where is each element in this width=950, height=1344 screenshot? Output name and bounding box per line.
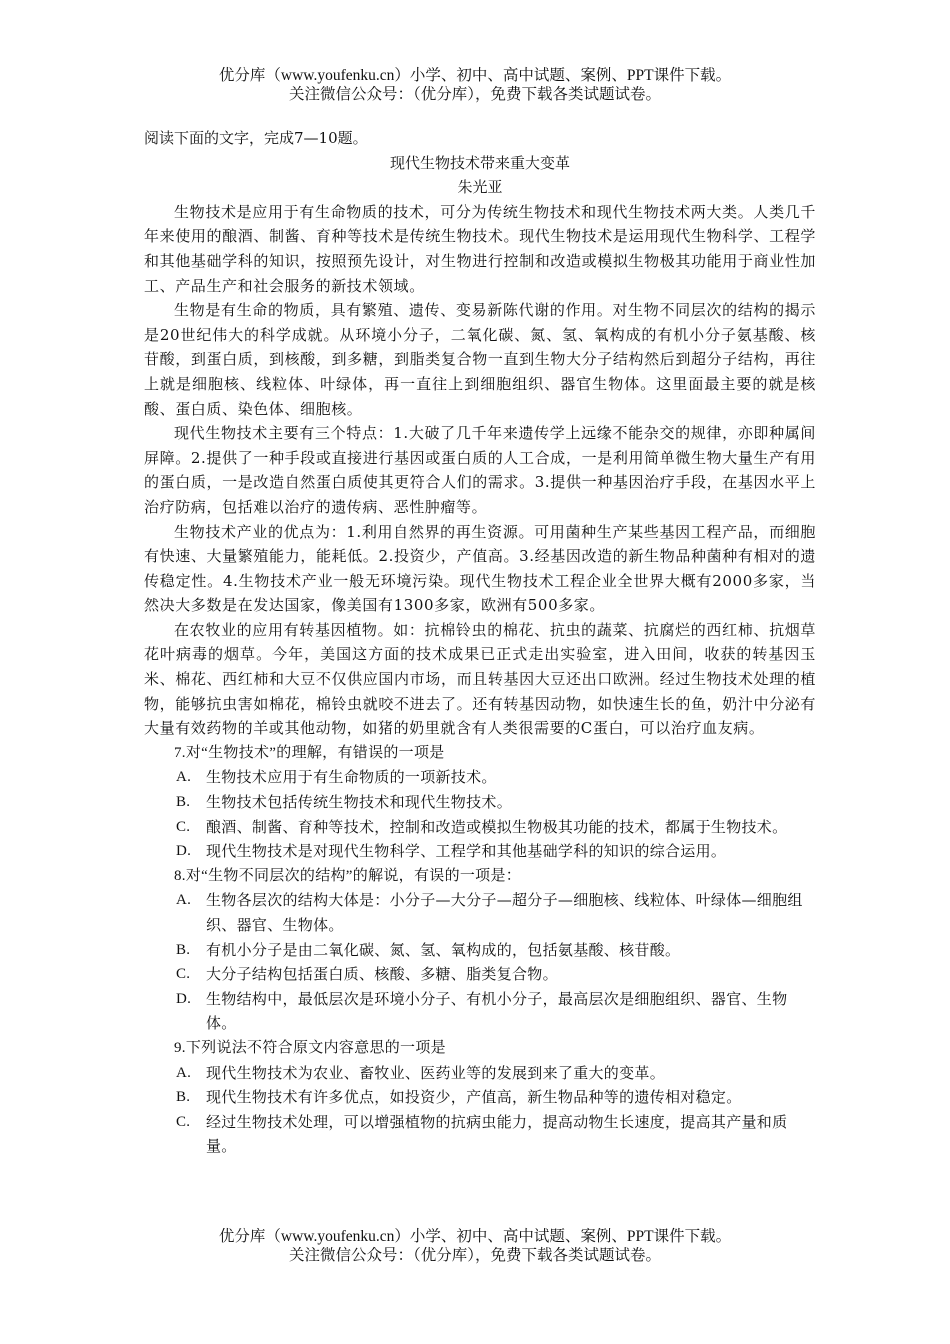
option-letter: D. (176, 843, 192, 860)
option-text: 生物各层次的结构大体是：小分子—大分子—超分子—细胞核、线粒体、叶绿体—细胞组织、器官、生物体。 (206, 891, 803, 934)
option-letter: B. (176, 794, 191, 811)
question-stem: 9.下列说法不符合原文内容意思的一项是 (174, 1039, 446, 1056)
question-stem: 8.对“生物不同层次的结构”的解说，有误的一项是： (174, 867, 522, 884)
article-paragraph-4: 生物技术产业的优点为：1.利用自然界的再生资源。可用菌种生产某些基因工程产品，而细胞有快速、大量繁殖能力，能耗低。2.投资少，产值高。3.经基因改造的新生物品种菌种有相对的遗传稳定性。4.生物技术产业一般无环境污染。现代生物技术工程企业全世界大概有2000多家，当然决大多数是在发达国家，像美国有1300多家，欧洲有500多家。 (144, 522, 816, 615)
document-body (144, 126, 816, 1159)
option-letter: C. (176, 818, 191, 835)
option-letter: C. (176, 966, 191, 983)
option-c (144, 815, 816, 840)
option-letter: C. (176, 1113, 191, 1130)
option-c (144, 1110, 816, 1159)
article-paragraph-2: 生物是有生命的物质，具有繁殖、遗传、变易新陈代谢的作用。对生物不同层次的结构的揭示是20世纪伟大的科学成就。从环境小分子，二氧化碳、氮、氢、氧构成的有机小分子氨基酸、核苷酸，到蛋白质，到核酸，到多糖，到脂类复合物一直到生物大分子结构然后到超分子结构，再往上就是细胞核、线粒体、叶绿体，再一直往上到细胞组织、器官生物体。这里面最主要的就是核酸、蛋白质、染色体、细胞核。 (144, 301, 816, 418)
footer-line-2: 关注微信公众号：（优分库），免费下载各类试题试卷。 (288, 1247, 661, 1264)
option-text: 大分子结构包括蛋白质、核酸、多糖、脂类复合物。 (206, 965, 558, 984)
option-b (144, 938, 816, 963)
option-a (144, 1061, 816, 1086)
header-line-2: 关注微信公众号：（优分库），免费下载各类试题试卷。 (288, 86, 661, 103)
page-header (0, 66, 950, 104)
option-letter: A. (176, 1064, 192, 1081)
reading-instruction: 阅读下面的文字，完成7—10题。 (144, 129, 368, 147)
option-letter: B. (176, 1089, 191, 1106)
article-paragraph-3: 现代生物技术主要有三个特点：1.大破了几千年来遗传学上远缘不能杂交的规律，亦即种属间屏障。2.提供了一种手段或直接进行基因或蛋白质的人工合成，一是利用简单微生物大量生产有用的蛋白质，一是改造自然蛋白质使其更符合人们的需求。3.提供一种基因治疗手段，在基因水平上治疗防病，包括难以治疗的遗传病、恶性肿瘤等。 (144, 424, 816, 516)
question-9 (144, 1036, 816, 1159)
header-line-1: 优分库（www.youfenku.cn）小学、初中、高中试题、案例、PPT课件下载。 (218, 67, 732, 84)
article-author: 朱光亚 (457, 178, 503, 197)
option-text: 生物技术应用于有生命物质的一项新技术。 (206, 768, 497, 787)
option-b (144, 1085, 816, 1110)
option-d (144, 839, 816, 864)
article-paragraph-1: 生物技术是应用于有生命物质的技术，可分为传统生物技术和现代生物技术两大类。人类几千年来使用的酿酒、制酱、育种等技术是传统生物技术。现代生物技术是运用现代生物科学、工程学和其他基础学科的知识，按照预先设计，对生物进行控制和改造或模拟生物极其功能用于商业性加工、产品生产和社会服务的新技术领域。 (144, 202, 816, 295)
option-c (144, 962, 816, 987)
footer-line-1: 优分库（www.youfenku.cn）小学、初中、高中试题、案例、PPT课件下载。 (218, 1228, 732, 1245)
option-text: 经过生物技术处理，可以增强植物的抗病虫能力，提高动物生长速度，提高其产量和质量。 (206, 1112, 788, 1156)
question-stem: 7.对“生物技术”的理解，有错误的一项是 (174, 744, 445, 761)
option-letter: A. (176, 892, 192, 909)
option-text: 生物技术包括传统生物技术和现代生物技术。 (206, 793, 513, 812)
option-text: 现代生物技术是对现代生物科学、工程学和其他基础学科的知识的综合运用。 (206, 842, 727, 861)
option-letter: B. (176, 941, 191, 958)
option-d (144, 987, 816, 1036)
question-7 (144, 741, 816, 864)
article-paragraph-5: 在农牧业的应用有转基因植物。如：抗棉铃虫的棉花、抗虫的蔬菜、抗腐烂的西红柿、抗烟草花叶病毒的烟草。今年，美国这方面的技术成果已正式走出实验室，进入田间，收获的转基因玉米、棉花、西红柿和大豆不仅供应国内市场，而且转基因大豆还出口欧洲。经过生物技术处理的植物，能够抗虫害如棉花，棉铃虫就咬不进去了。还有转基因动物，如快速生长的鱼，奶汁中分泌有大量有效药物的羊或其他动物，如猪的奶里就含有人类很需要的C蛋白，可以治疗血友病。 (144, 620, 816, 738)
option-letter: D. (176, 990, 192, 1007)
option-text: 现代生物技术有许多优点，如投资少，产值高，新生物品种等的遗传相对稳定。 (206, 1088, 742, 1107)
page-footer (0, 1227, 950, 1265)
option-a (144, 888, 816, 937)
option-b (144, 790, 816, 815)
option-text: 生物结构中，最低层次是环境小分子、有机小分子，最高层次是细胞组织、器官、生物体。 (206, 989, 788, 1033)
option-letter: A. (176, 769, 192, 786)
option-a (144, 765, 816, 790)
article-title: 现代生物技术带来重大变革 (389, 153, 570, 172)
option-text: 酿酒、制酱、育种等技术，控制和改造或模拟生物极其功能的技术，都属于生物技术。 (206, 817, 788, 836)
option-text: 有机小分子是由二氧化碳、氮、氢、氧构成的，包括氨基酸、核苷酸。 (206, 940, 681, 959)
option-text: 现代生物技术为农业、畜牧业、医药业等的发展到来了重大的变革。 (206, 1063, 666, 1082)
question-8 (144, 864, 816, 1036)
